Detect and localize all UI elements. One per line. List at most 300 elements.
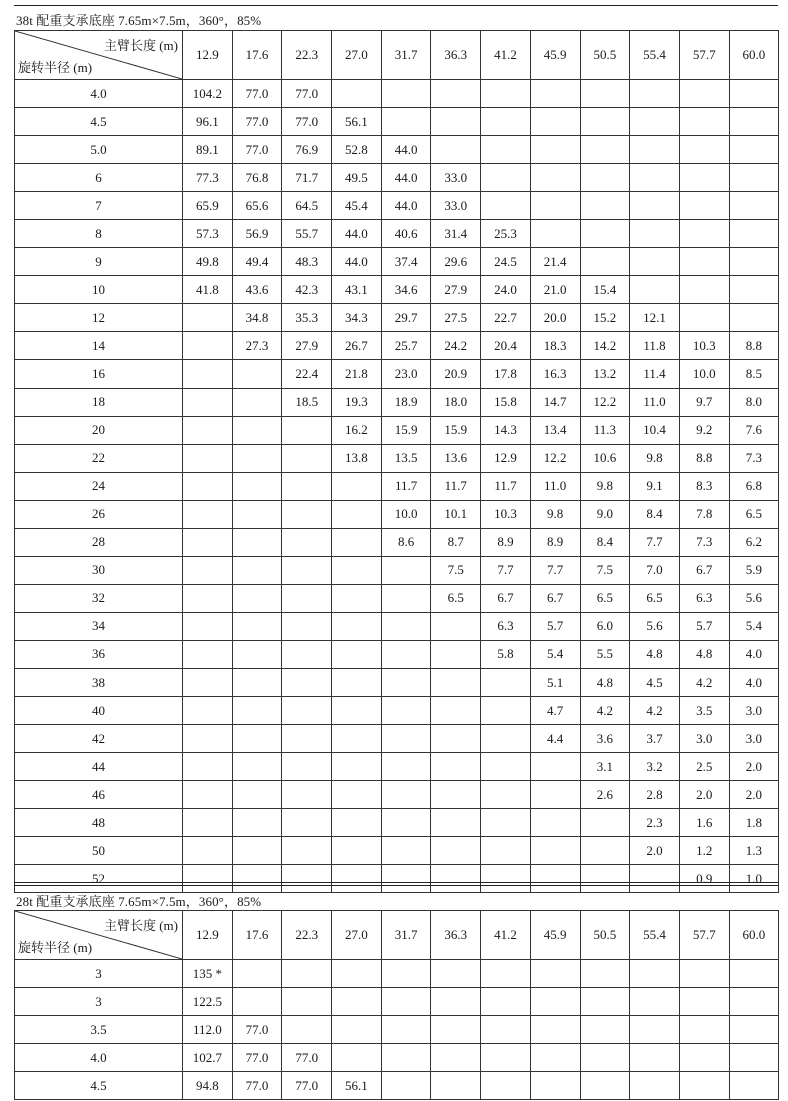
- load-value-cell: 13.6: [431, 444, 481, 472]
- load-value-cell: 8.9: [481, 528, 531, 556]
- load-value-cell: 4.2: [679, 668, 729, 696]
- load-value-cell: 4.5: [630, 668, 680, 696]
- load-value-cell: 44.0: [381, 136, 431, 164]
- load-value-cell: 77.0: [232, 1016, 282, 1044]
- load-value-cell: 10.3: [679, 332, 729, 360]
- table-row: [15, 809, 779, 837]
- load-value-cell: 11.4: [630, 360, 680, 388]
- load-value-cell: [679, 304, 729, 332]
- load-value-cell: [431, 108, 481, 136]
- load-value-cell: 3.0: [729, 725, 779, 753]
- load-value-cell: [630, 988, 680, 1016]
- radius-cell: 4.5: [15, 108, 183, 136]
- load-value-cell: [232, 528, 282, 556]
- load-value-cell: 2.0: [729, 753, 779, 781]
- load-value-cell: 3.2: [630, 753, 680, 781]
- load-value-cell: 43.6: [232, 276, 282, 304]
- load-value-cell: [431, 612, 481, 640]
- load-value-cell: [679, 164, 729, 192]
- table-row: [15, 988, 779, 1016]
- load-value-cell: 6.3: [679, 584, 729, 612]
- load-value-cell: 5.4: [530, 640, 580, 668]
- load-value-cell: 18.5: [282, 388, 332, 416]
- radius-cell: 3: [15, 988, 183, 1016]
- load-value-cell: [679, 80, 729, 108]
- load-value-cell: 4.7: [530, 697, 580, 725]
- load-value-cell: [431, 725, 481, 753]
- radius-cell: 3.5: [15, 1016, 183, 1044]
- load-value-cell: 11.7: [431, 472, 481, 500]
- load-value-cell: 9.0: [580, 500, 630, 528]
- load-value-cell: 49.5: [332, 164, 382, 192]
- load-value-cell: [282, 753, 332, 781]
- load-value-cell: 4.2: [630, 697, 680, 725]
- load-value-cell: [729, 1016, 779, 1044]
- table-row: [15, 837, 779, 865]
- load-value-cell: 13.4: [530, 416, 580, 444]
- load-value-cell: 4.0: [729, 668, 779, 696]
- table-row: [15, 500, 779, 528]
- load-value-cell: 55.7: [282, 220, 332, 248]
- load-value-cell: 2.0: [729, 781, 779, 809]
- load-value-cell: 8.4: [630, 500, 680, 528]
- load-value-cell: 2.6: [580, 781, 630, 809]
- load-value-cell: 6.0: [580, 612, 630, 640]
- load-value-cell: 14.3: [481, 416, 531, 444]
- load-value-cell: 1.8: [729, 809, 779, 837]
- load-value-cell: [729, 960, 779, 988]
- load-value-cell: 20.4: [481, 332, 531, 360]
- load-value-cell: 3.6: [580, 725, 630, 753]
- boom-length-header: 22.3: [282, 911, 332, 960]
- boom-length-header: 60.0: [729, 31, 779, 80]
- boom-length-header: 12.9: [183, 31, 233, 80]
- load-value-cell: 11.7: [481, 472, 531, 500]
- load-value-cell: [282, 500, 332, 528]
- load-value-cell: [183, 668, 233, 696]
- load-value-cell: [282, 584, 332, 612]
- load-value-cell: [481, 960, 531, 988]
- load-value-cell: [580, 248, 630, 276]
- load-value-cell: [630, 1016, 680, 1044]
- table-row: [15, 556, 779, 584]
- load-value-cell: 6.2: [729, 528, 779, 556]
- load-value-cell: [183, 753, 233, 781]
- radius-cell: 10: [15, 276, 183, 304]
- load-value-cell: [183, 584, 233, 612]
- load-value-cell: [481, 1016, 531, 1044]
- load-value-cell: [183, 472, 233, 500]
- load-value-cell: [381, 1044, 431, 1072]
- load-value-cell: 6.7: [679, 556, 729, 584]
- table-2-caption: 28t 配重支承底座 7.65m×7.5m，360°，85%: [16, 894, 262, 909]
- table-row: [15, 80, 779, 108]
- radius-cell: 38: [15, 668, 183, 696]
- radius-cell: 32: [15, 584, 183, 612]
- load-value-cell: 9.8: [530, 500, 580, 528]
- load-value-cell: 10.3: [481, 500, 531, 528]
- radius-cell: 26: [15, 500, 183, 528]
- load-value-cell: 6.8: [729, 472, 779, 500]
- load-value-cell: [431, 753, 481, 781]
- load-value-cell: [729, 220, 779, 248]
- load-value-cell: [232, 360, 282, 388]
- load-value-cell: [580, 809, 630, 837]
- section-divider: [14, 882, 778, 886]
- load-value-cell: 7.7: [481, 556, 531, 584]
- load-value-cell: [282, 837, 332, 865]
- load-value-cell: 9.1: [630, 472, 680, 500]
- load-value-cell: [530, 80, 580, 108]
- load-value-cell: [282, 556, 332, 584]
- load-value-cell: 27.3: [232, 332, 282, 360]
- load-value-cell: [332, 1016, 382, 1044]
- load-value-cell: 7.8: [679, 500, 729, 528]
- boom-length-header: 27.0: [332, 31, 382, 80]
- load-value-cell: 5.6: [630, 612, 680, 640]
- load-value-cell: [630, 80, 680, 108]
- load-value-cell: [232, 988, 282, 1016]
- load-value-cell: 56.9: [232, 220, 282, 248]
- load-value-cell: 3.0: [729, 697, 779, 725]
- table-row: [15, 276, 779, 304]
- load-value-cell: [183, 809, 233, 837]
- radius-cell: 48: [15, 809, 183, 837]
- table-1-caption: 38t 配重支承底座 7.65m×7.5m，360°，85%: [16, 13, 262, 28]
- table-row: [15, 640, 779, 668]
- load-value-cell: [729, 1044, 779, 1072]
- boom-length-header: 45.9: [530, 31, 580, 80]
- load-value-cell: [332, 668, 382, 696]
- load-value-cell: [530, 220, 580, 248]
- radius-cell: 16: [15, 360, 183, 388]
- load-value-cell: 40.6: [381, 220, 431, 248]
- load-value-cell: 77.0: [282, 108, 332, 136]
- load-value-cell: [183, 781, 233, 809]
- radius-cell: 7: [15, 192, 183, 220]
- load-value-cell: 16.3: [530, 360, 580, 388]
- load-value-cell: 6.5: [431, 584, 481, 612]
- load-value-cell: 49.4: [232, 248, 282, 276]
- table-row: [15, 528, 779, 556]
- load-value-cell: [530, 1072, 580, 1100]
- load-value-cell: 7.3: [679, 528, 729, 556]
- load-value-cell: 77.0: [282, 80, 332, 108]
- load-value-cell: [679, 276, 729, 304]
- load-value-cell: [183, 556, 233, 584]
- load-value-cell: [481, 725, 531, 753]
- boom-length-header: 41.2: [481, 911, 531, 960]
- load-value-cell: [580, 837, 630, 865]
- load-value-cell: 13.2: [580, 360, 630, 388]
- load-value-cell: [431, 809, 481, 837]
- load-value-cell: [332, 781, 382, 809]
- load-value-cell: [332, 612, 382, 640]
- load-value-cell: [381, 865, 431, 893]
- load-value-cell: [282, 697, 332, 725]
- radius-cell: 52: [15, 865, 183, 893]
- load-value-cell: [679, 220, 729, 248]
- table-row: [15, 753, 779, 781]
- table-row: [15, 472, 779, 500]
- load-value-cell: [530, 192, 580, 220]
- load-value-cell: [282, 988, 332, 1016]
- table-row: [15, 192, 779, 220]
- load-value-cell: [332, 988, 382, 1016]
- load-value-cell: 4.8: [679, 640, 729, 668]
- load-value-cell: 27.9: [431, 276, 481, 304]
- load-value-cell: [580, 960, 630, 988]
- load-value-cell: 44.0: [381, 192, 431, 220]
- load-value-cell: [431, 1072, 481, 1100]
- load-value-cell: [332, 960, 382, 988]
- load-value-cell: 17.8: [481, 360, 531, 388]
- load-value-cell: 7.5: [431, 556, 481, 584]
- load-value-cell: 2.0: [630, 837, 680, 865]
- table-row: [15, 108, 779, 136]
- load-value-cell: 34.6: [381, 276, 431, 304]
- load-value-cell: 27.9: [282, 332, 332, 360]
- load-value-cell: 13.8: [332, 444, 382, 472]
- load-value-cell: [381, 753, 431, 781]
- load-value-cell: [530, 960, 580, 988]
- table-row: [15, 220, 779, 248]
- load-value-cell: 48.3: [282, 248, 332, 276]
- load-value-cell: [183, 444, 233, 472]
- load-value-cell: 20.0: [530, 304, 580, 332]
- load-value-cell: [431, 136, 481, 164]
- load-value-cell: [481, 781, 531, 809]
- load-value-cell: [580, 164, 630, 192]
- load-value-cell: 19.3: [332, 388, 382, 416]
- radius-cell: 40: [15, 697, 183, 725]
- load-value-cell: 71.7: [282, 164, 332, 192]
- load-value-cell: [630, 220, 680, 248]
- load-value-cell: [431, 988, 481, 1016]
- boom-length-header: 31.7: [381, 911, 431, 960]
- load-value-cell: [481, 164, 531, 192]
- load-value-cell: [332, 809, 382, 837]
- load-value-cell: 23.0: [381, 360, 431, 388]
- load-value-cell: [481, 192, 531, 220]
- boom-length-header: 50.5: [580, 911, 630, 960]
- boom-length-axis-label: 主臂长度 (m): [103, 918, 178, 933]
- radius-cell: 9: [15, 248, 183, 276]
- load-value-cell: [431, 668, 481, 696]
- table-row: [15, 1016, 779, 1044]
- load-value-cell: 44.0: [332, 248, 382, 276]
- load-value-cell: [332, 640, 382, 668]
- load-value-cell: [630, 960, 680, 988]
- load-value-cell: 77.0: [232, 1072, 282, 1100]
- load-value-cell: [630, 276, 680, 304]
- radius-cell: 30: [15, 556, 183, 584]
- load-value-cell: 2.3: [630, 809, 680, 837]
- load-value-cell: 77.0: [232, 1044, 282, 1072]
- load-value-cell: [232, 725, 282, 753]
- header-corner-cell: [15, 31, 183, 80]
- load-value-cell: [481, 668, 531, 696]
- load-value-cell: [481, 697, 531, 725]
- radius-axis-label: 旋转半径 (m): [18, 60, 93, 75]
- load-value-cell: 5.4: [729, 612, 779, 640]
- load-value-cell: 1.6: [679, 809, 729, 837]
- load-value-cell: [679, 960, 729, 988]
- load-value-cell: [232, 472, 282, 500]
- load-value-cell: 56.1: [332, 1072, 382, 1100]
- load-value-cell: 112.0: [183, 1016, 233, 1044]
- load-value-cell: 15.9: [381, 416, 431, 444]
- load-value-cell: 35.3: [282, 304, 332, 332]
- load-value-cell: [431, 960, 481, 988]
- load-value-cell: 9.7: [679, 388, 729, 416]
- load-value-cell: 25.3: [481, 220, 531, 248]
- load-value-cell: 42.3: [282, 276, 332, 304]
- load-value-cell: [729, 1072, 779, 1100]
- load-value-cell: 12.9: [481, 444, 531, 472]
- load-value-cell: [729, 276, 779, 304]
- load-value-cell: [332, 556, 382, 584]
- radius-cell: 12: [15, 304, 183, 332]
- load-value-cell: 27.5: [431, 304, 481, 332]
- load-value-cell: [729, 248, 779, 276]
- load-value-cell: 1.0: [729, 865, 779, 893]
- load-value-cell: [232, 697, 282, 725]
- load-value-cell: 12.1: [630, 304, 680, 332]
- load-value-cell: [580, 136, 630, 164]
- radius-cell: 3: [15, 960, 183, 988]
- load-value-cell: 22.7: [481, 304, 531, 332]
- load-value-cell: [580, 108, 630, 136]
- load-value-cell: [530, 837, 580, 865]
- load-value-cell: 8.5: [729, 360, 779, 388]
- load-value-cell: 8.4: [580, 528, 630, 556]
- load-value-cell: 43.1: [332, 276, 382, 304]
- load-value-cell: 6.7: [481, 584, 531, 612]
- load-value-cell: [282, 1016, 332, 1044]
- load-value-cell: 76.9: [282, 136, 332, 164]
- boom-length-axis-label: 主臂长度 (m): [103, 38, 178, 53]
- radius-cell: 4.5: [15, 1072, 183, 1100]
- load-value-cell: [431, 80, 481, 108]
- radius-cell: 24: [15, 472, 183, 500]
- load-value-cell: 7.3: [729, 444, 779, 472]
- load-value-cell: [381, 80, 431, 108]
- load-value-cell: [232, 837, 282, 865]
- load-value-cell: [630, 865, 680, 893]
- load-value-cell: [183, 865, 233, 893]
- load-chart-table-38t: [14, 30, 779, 893]
- boom-length-header: 41.2: [481, 31, 531, 80]
- load-value-cell: [183, 528, 233, 556]
- table-row: [15, 960, 779, 988]
- load-value-cell: 96.1: [183, 108, 233, 136]
- load-value-cell: 9.8: [630, 444, 680, 472]
- load-value-cell: [282, 640, 332, 668]
- table-row: [15, 1072, 779, 1100]
- load-value-cell: [381, 781, 431, 809]
- load-value-cell: [481, 865, 531, 893]
- load-value-cell: [530, 781, 580, 809]
- load-value-cell: [332, 584, 382, 612]
- load-value-cell: 25.7: [381, 332, 431, 360]
- load-value-cell: 24.5: [481, 248, 531, 276]
- load-value-cell: 94.8: [183, 1072, 233, 1100]
- boom-length-header: 22.3: [282, 31, 332, 80]
- load-value-cell: [332, 865, 382, 893]
- load-value-cell: 5.5: [580, 640, 630, 668]
- load-value-cell: 8.8: [679, 444, 729, 472]
- load-value-cell: 5.7: [530, 612, 580, 640]
- load-value-cell: 12.2: [530, 444, 580, 472]
- load-value-cell: [431, 865, 481, 893]
- load-value-cell: 21.4: [530, 248, 580, 276]
- load-value-cell: [481, 108, 531, 136]
- load-value-cell: 104.2: [183, 80, 233, 108]
- table-row: [15, 248, 779, 276]
- load-value-cell: [232, 500, 282, 528]
- boom-length-header: 45.9: [530, 911, 580, 960]
- load-value-cell: 1.3: [729, 837, 779, 865]
- load-value-cell: [580, 192, 630, 220]
- load-value-cell: 6.7: [530, 584, 580, 612]
- load-value-cell: [679, 108, 729, 136]
- load-value-cell: [282, 444, 332, 472]
- boom-length-header: 50.5: [580, 31, 630, 80]
- load-value-cell: 15.9: [431, 416, 481, 444]
- load-value-cell: 2.0: [679, 781, 729, 809]
- radius-cell: 5.0: [15, 136, 183, 164]
- boom-length-header: 57.7: [679, 31, 729, 80]
- header-corner-cell: [15, 911, 183, 960]
- load-value-cell: [580, 865, 630, 893]
- load-value-cell: [530, 108, 580, 136]
- table-row: [15, 697, 779, 725]
- load-value-cell: 26.7: [332, 332, 382, 360]
- radius-cell: 4.0: [15, 1044, 183, 1072]
- header-row: [15, 31, 779, 80]
- load-value-cell: [183, 612, 233, 640]
- load-value-cell: [431, 837, 481, 865]
- load-value-cell: 16.2: [332, 416, 382, 444]
- load-value-cell: 4.2: [580, 697, 630, 725]
- load-value-cell: [332, 837, 382, 865]
- table-row: [15, 584, 779, 612]
- load-value-cell: [729, 988, 779, 1016]
- load-value-cell: 7.7: [630, 528, 680, 556]
- load-value-cell: 29.7: [381, 304, 431, 332]
- load-value-cell: [232, 584, 282, 612]
- load-value-cell: 12.2: [580, 388, 630, 416]
- load-value-cell: 34.8: [232, 304, 282, 332]
- load-value-cell: 8.8: [729, 332, 779, 360]
- radius-cell: 44: [15, 753, 183, 781]
- load-value-cell: 89.1: [183, 136, 233, 164]
- load-value-cell: [481, 136, 531, 164]
- load-value-cell: [282, 528, 332, 556]
- load-value-cell: [679, 192, 729, 220]
- load-value-cell: [381, 960, 431, 988]
- load-value-cell: [381, 837, 431, 865]
- load-value-cell: [431, 1044, 481, 1072]
- load-value-cell: 6.5: [580, 584, 630, 612]
- load-value-cell: 65.9: [183, 192, 233, 220]
- load-value-cell: 11.0: [530, 472, 580, 500]
- load-value-cell: 65.6: [232, 192, 282, 220]
- load-value-cell: [232, 612, 282, 640]
- load-value-cell: 11.3: [580, 416, 630, 444]
- load-value-cell: 7.7: [530, 556, 580, 584]
